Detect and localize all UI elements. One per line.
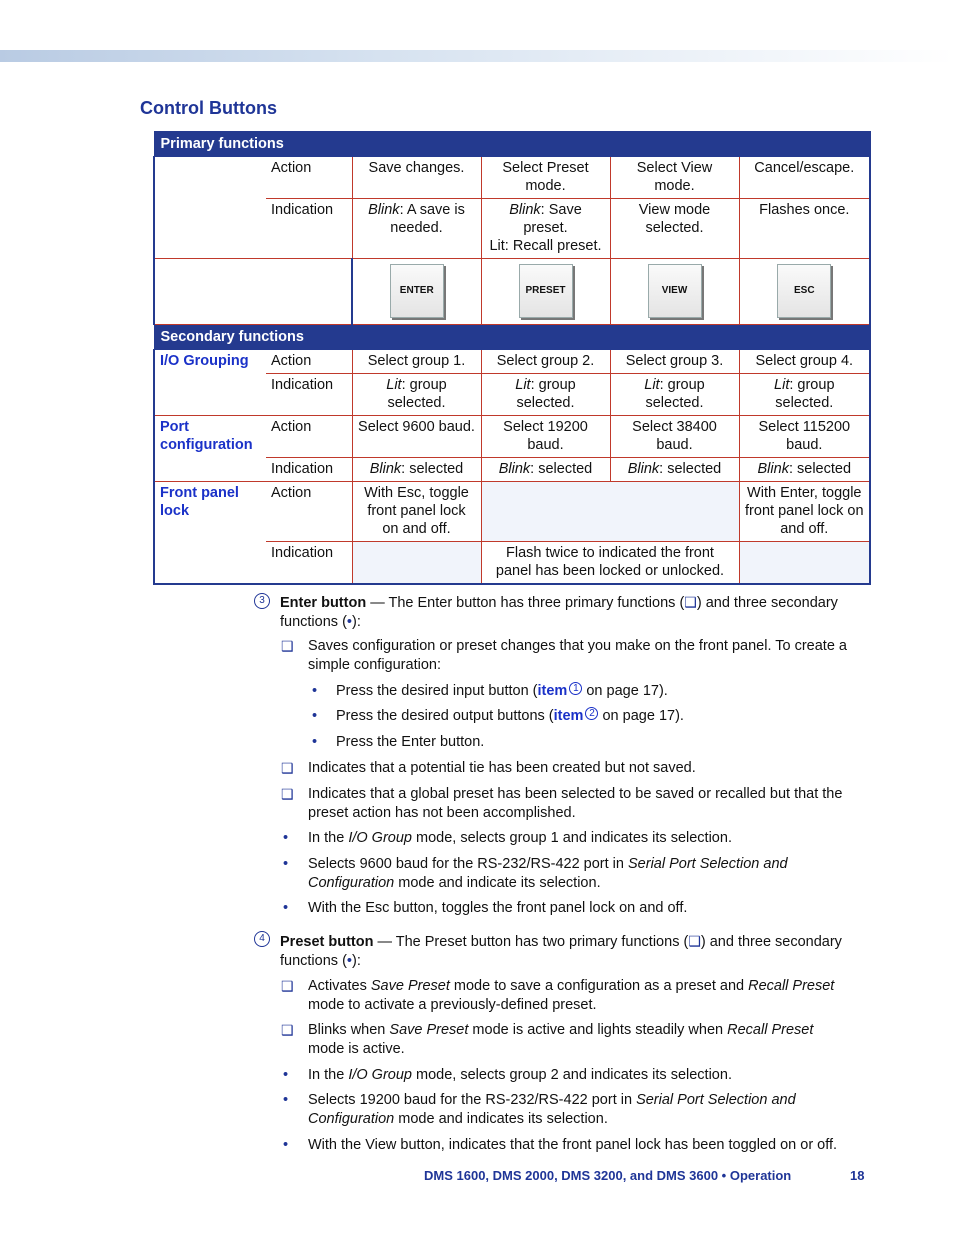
enter-sq2: Indicates that a potential tie has been created but not saved.: [308, 760, 696, 776]
row-label-indication: Indication: [266, 542, 352, 585]
item-number-3: 3: [254, 593, 270, 609]
category-io-grouping: I/O Grouping: [154, 350, 266, 416]
io-action-4: Select group 4.: [739, 350, 870, 374]
preset-b2: Selects 19200 baud for the RS-232/RS-422 port in Serial Port Selection and Configuration mode and indicates its selection.: [308, 1092, 796, 1127]
enter-sub1: Press the desired input button (item 1 on page 17).: [336, 683, 668, 699]
preset-b3: With the View button, indicates that the front panel lock has been toggled on or off.: [308, 1137, 838, 1153]
enter-button-image: ENTER: [390, 264, 444, 318]
port-action-1: Select 9600 baud.: [352, 416, 481, 458]
port-action-4: Select 115200 baud.: [739, 416, 870, 458]
preset-sq2: Blinks when Save Preset mode is active and lights steadily when Recall Preset mode is active.: [308, 1022, 814, 1057]
io-ind-4: Lit: group selected.: [739, 374, 870, 416]
square-bullet: ❑: [281, 760, 294, 776]
view-button-image: VIEW: [648, 264, 702, 318]
dot-bullet: •: [283, 1067, 289, 1083]
port-ind-4: Blink: selected: [739, 458, 870, 482]
primary-ind-enter: Blink: A save is needed.: [352, 199, 481, 259]
square-bullet: ❑: [281, 978, 294, 994]
port-ind-3: Blink: selected: [610, 458, 739, 482]
port-action-2: Select 19200 baud.: [481, 416, 610, 458]
port-ind-2: Blink: selected: [481, 458, 610, 482]
primary-ind-preset: Blink: Save preset. Lit: Recall preset.: [481, 199, 610, 259]
row-label-action: Action: [266, 416, 352, 458]
row-label-action: Action: [266, 482, 352, 542]
enter-b1: In the I/O Group mode, selects group 1 and indicates its selection.: [308, 830, 732, 846]
square-bullet: ❑: [281, 786, 294, 802]
dot-bullet: •: [283, 830, 289, 846]
dot-bullet: •: [283, 900, 289, 916]
preset-b1: In the I/O Group mode, selects group 2 and indicates its selection.: [308, 1067, 732, 1083]
section-title: Control Buttons: [140, 98, 277, 118]
dot-bullet: •: [312, 734, 318, 750]
enter-sub2: Press the desired output buttons (item 2 on page 17).: [336, 708, 684, 724]
io-ind-3: Lit: group selected.: [610, 374, 739, 416]
row-label-indication: Indication: [266, 199, 352, 259]
row-label-action: Action: [266, 157, 352, 199]
dot-bullet: •: [312, 683, 318, 699]
fpl-indication: Flash twice to indicated the front panel has been locked or unlocked.: [481, 542, 739, 585]
footer-text: DMS 1600, DMS 2000, DMS 3200, and DMS 3600 • Operation: [424, 1168, 792, 1183]
preset-button-intro: Preset button — The Preset button has two primary functions (❑) and three secondary functions (•):: [280, 933, 842, 969]
dot-bullet: •: [283, 1092, 289, 1108]
io-ind-2: Lit: group selected.: [481, 374, 610, 416]
primary-functions-header: Primary functions: [154, 132, 870, 157]
primary-action-esc: Cancel/escape.: [739, 157, 870, 199]
port-ind-1: Blink: selected: [352, 458, 481, 482]
category-port-configuration: Port configuration: [154, 416, 266, 482]
io-action-3: Select group 3.: [610, 350, 739, 374]
io-action-1: Select group 1.: [352, 350, 481, 374]
row-label-indication: Indication: [266, 374, 352, 416]
esc-button-image: ESC: [777, 264, 831, 318]
fpl-action-1: With Esc, toggle front panel lock on and off.: [352, 482, 481, 542]
primary-action-enter: Save changes.: [352, 157, 481, 199]
page-number: 18: [850, 1168, 865, 1183]
enter-b2: Selects 9600 baud for the RS-232/RS-422 port in Serial Port Selection and Configuration mode and indicate its selection.: [308, 856, 788, 891]
io-ind-1: Lit: group selected.: [352, 374, 481, 416]
dot-bullet: •: [283, 856, 289, 872]
io-action-2: Select group 2.: [481, 350, 610, 374]
enter-b3: With the Esc button, toggles the front panel lock on and off.: [308, 900, 688, 916]
row-label-action: Action: [266, 350, 352, 374]
category-front-panel-lock: Front panel lock: [154, 482, 266, 585]
enter-sub3: Press the Enter button.: [336, 734, 485, 750]
square-bullet: ❑: [281, 638, 294, 654]
dot-bullet: •: [283, 1137, 289, 1153]
secondary-functions-header: Secondary functions: [154, 325, 870, 350]
row-label-indication: Indication: [266, 458, 352, 482]
enter-sq3: Indicates that a global preset has been selected to be saved or recalled but that the preset action has not been accomplished.: [308, 786, 843, 821]
item-number-4: 4: [254, 931, 270, 947]
primary-ind-view: View mode selected.: [610, 199, 739, 259]
primary-action-preset: Select Preset mode.: [481, 157, 610, 199]
primary-action-view: Select View mode.: [610, 157, 739, 199]
enter-sq1: Saves configuration or preset changes that you make on the front panel. To create a simple configuration:: [308, 638, 847, 673]
enter-button-intro: Enter button — The Enter button has three primary functions (❑) and three secondary functions (•):: [280, 594, 838, 630]
preset-button-image: PRESET: [519, 264, 573, 318]
fpl-action-4: With Enter, toggle front panel lock on and off.: [739, 482, 870, 542]
preset-sq1: Activates Save Preset mode to save a configuration as a preset and Recall Preset mode to activate a previously-defined preset.: [308, 978, 835, 1013]
dot-bullet: •: [312, 708, 318, 724]
square-bullet: ❑: [281, 1022, 294, 1038]
port-action-3: Select 38400 baud.: [610, 416, 739, 458]
primary-ind-esc: Flashes once.: [739, 199, 870, 259]
control-buttons-table: [153, 131, 871, 585]
header-gradient-bar: [0, 50, 954, 62]
